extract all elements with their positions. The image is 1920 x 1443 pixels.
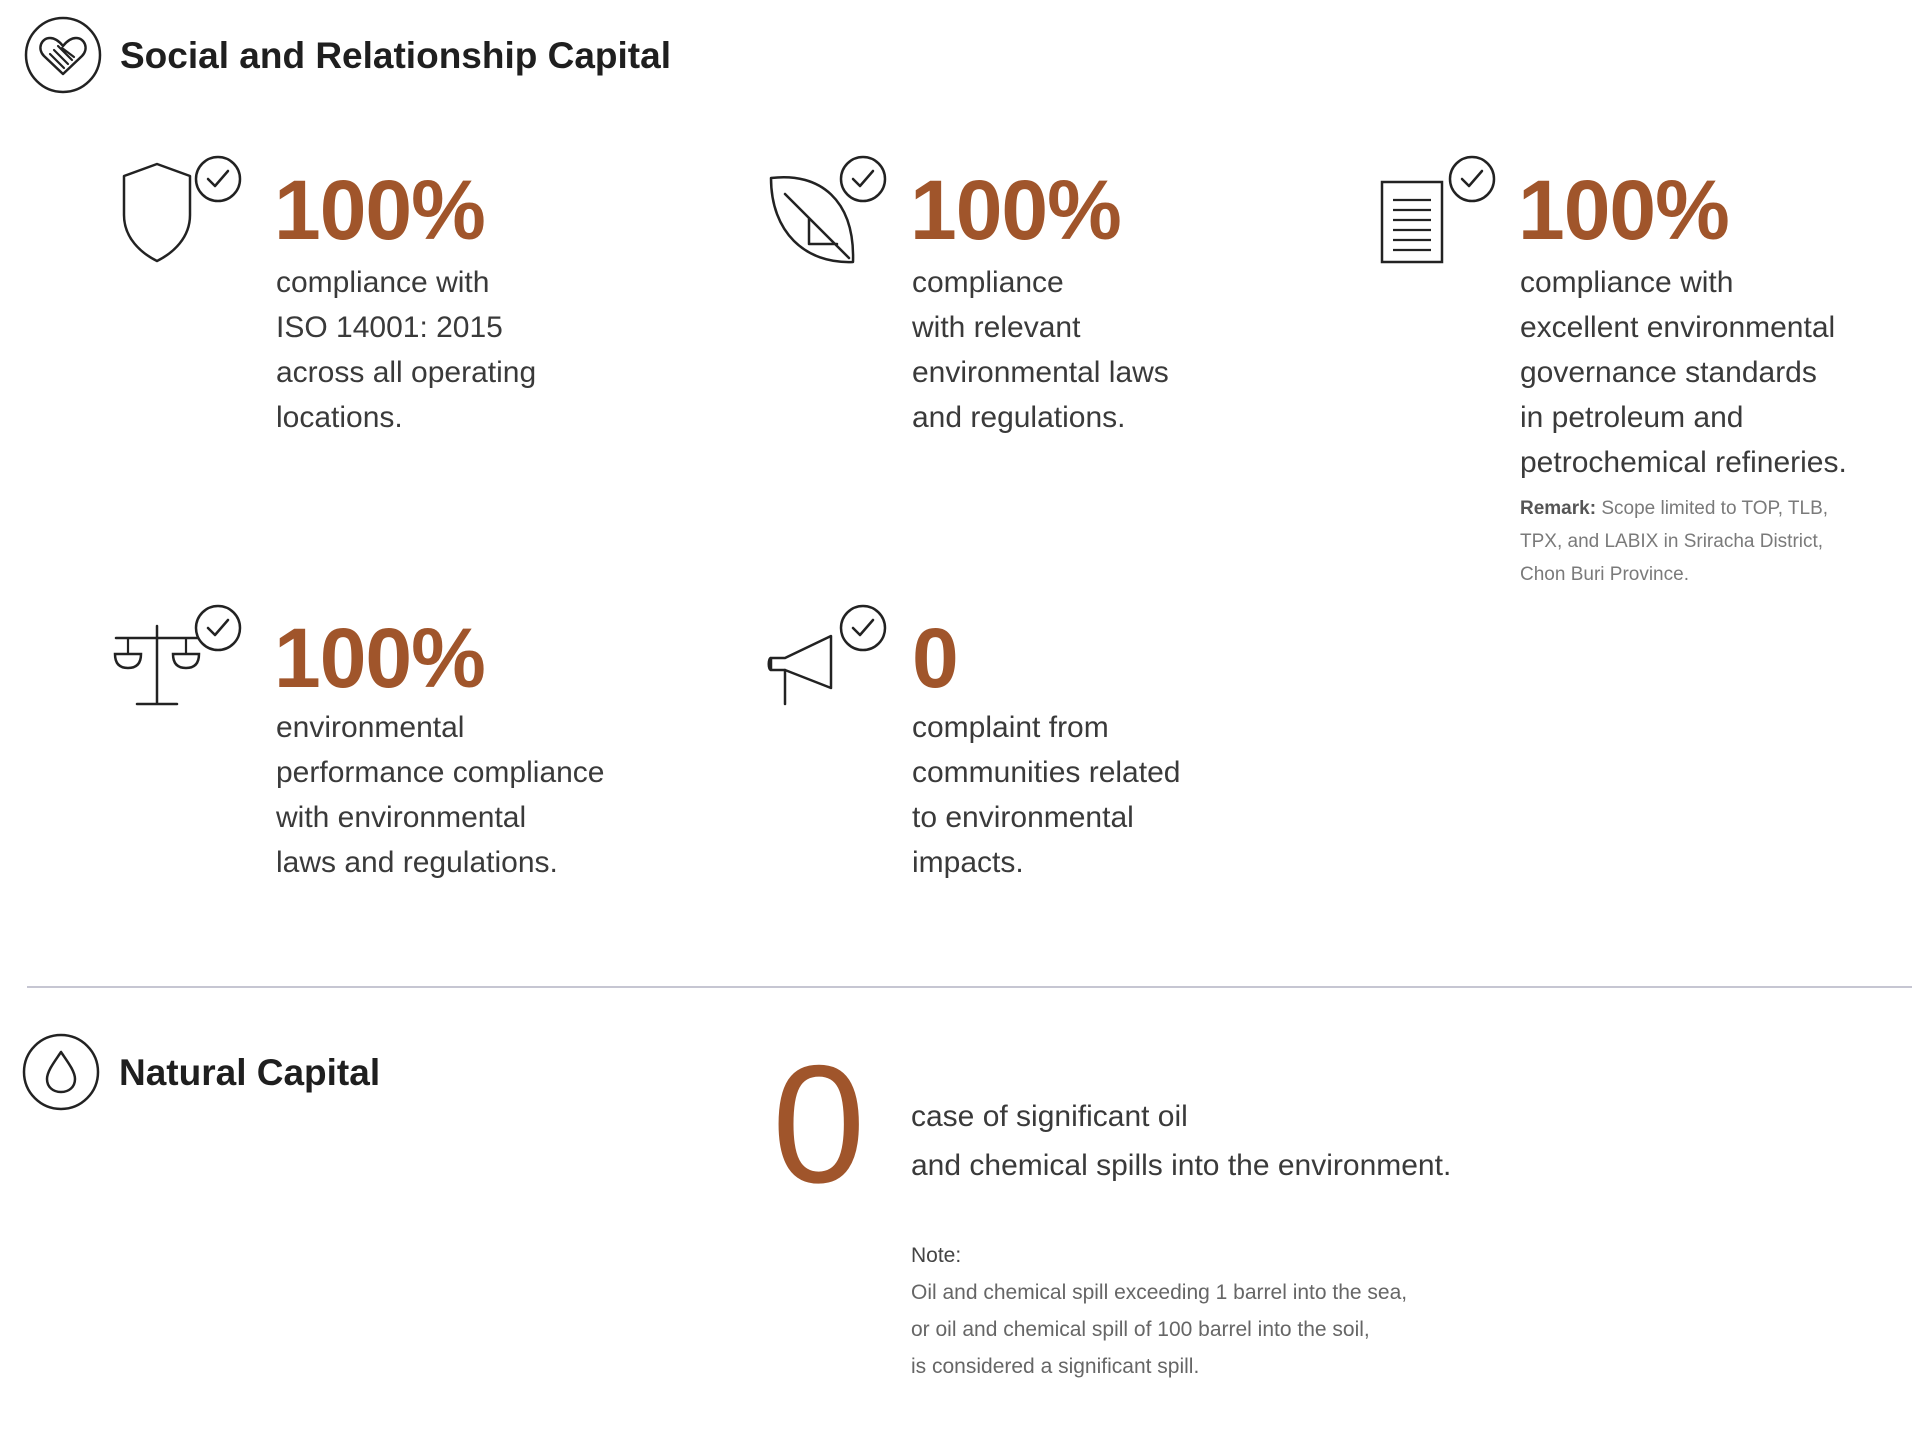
note-label: Note:	[911, 1244, 962, 1267]
description-line: petrochemical refineries.	[1520, 446, 1847, 479]
spill-description	[911, 1092, 1451, 1190]
metric-card-governance	[1375, 150, 1915, 610]
section-title: Natural Capital	[119, 1052, 381, 1093]
metric-card-env-laws	[765, 150, 1325, 450]
social-section-header	[24, 16, 744, 98]
metric-value: 100%	[274, 163, 485, 257]
shield-check-icon	[110, 150, 245, 265]
metric-value: 0	[912, 611, 958, 705]
spill-note	[911, 1237, 1407, 1385]
metric-card-complaints	[765, 598, 1325, 898]
metric-value: 100%	[274, 611, 485, 705]
description-line: laws and regulations.	[276, 846, 558, 879]
description-line: with relevant	[912, 311, 1081, 344]
note-line: Oil and chemical spill exceeding 1 barrel into the sea,	[911, 1281, 1408, 1304]
document-check-icon	[1375, 150, 1510, 265]
remark	[1520, 492, 1828, 591]
metric-value: 100%	[910, 163, 1121, 257]
section-divider	[27, 986, 1912, 988]
remark-label: Remark:	[1520, 498, 1597, 519]
description-line: ISO 14001: 2015	[276, 311, 503, 344]
metric-description	[1520, 260, 1847, 485]
description-line: compliance with	[1520, 266, 1734, 299]
description-line: communities related	[912, 756, 1181, 789]
description-line: complaint from	[912, 711, 1109, 744]
description-line: compliance with	[276, 266, 490, 299]
remark-line: TPX, and LABIX in Sriracha District,	[1520, 531, 1824, 552]
note-line: is considered a significant spill.	[911, 1355, 1200, 1378]
section-title: Social and Relationship Capital	[120, 35, 671, 76]
metric-description	[912, 260, 1169, 440]
megaphone-check-icon	[765, 598, 900, 713]
description-line: with environmental	[276, 801, 527, 834]
description-line: excellent environmental	[1520, 311, 1836, 344]
metric-description	[276, 705, 605, 885]
remark-line: Chon Buri Province.	[1520, 564, 1689, 585]
remark-line: Scope limited to TOP, TLB,	[1596, 498, 1829, 519]
metric-value: 100%	[1518, 163, 1729, 257]
scales-check-icon	[110, 598, 245, 713]
description-line: impacts.	[912, 846, 1024, 879]
description-line: compliance	[912, 266, 1064, 299]
description-line: governance standards	[1520, 356, 1817, 389]
description-line: across all operating	[276, 356, 537, 389]
natural-section-header	[22, 1033, 442, 1115]
metric-description	[276, 260, 536, 440]
note-line: or oil and chemical spill of 100 barrel into the soil,	[911, 1318, 1370, 1341]
water-drop-icon	[22, 1033, 100, 1111]
heart-handshake-icon	[24, 16, 102, 94]
metric-description	[912, 705, 1180, 885]
description-line: environmental laws	[912, 356, 1169, 389]
description-line: in petroleum and	[1520, 401, 1744, 434]
description-line: to environmental	[912, 801, 1134, 834]
metric-card-performance	[110, 598, 670, 898]
metric-card-iso	[110, 150, 670, 450]
description-line: and chemical spills into the environment.	[911, 1149, 1452, 1182]
leaf-check-icon	[765, 150, 900, 265]
description-line: environmental	[276, 711, 465, 744]
description-line: and regulations.	[912, 401, 1126, 434]
spill-count-value: 0	[772, 1030, 866, 1218]
description-line: case of significant oil	[911, 1100, 1188, 1133]
description-line: locations.	[276, 401, 403, 434]
description-line: performance compliance	[276, 756, 605, 789]
